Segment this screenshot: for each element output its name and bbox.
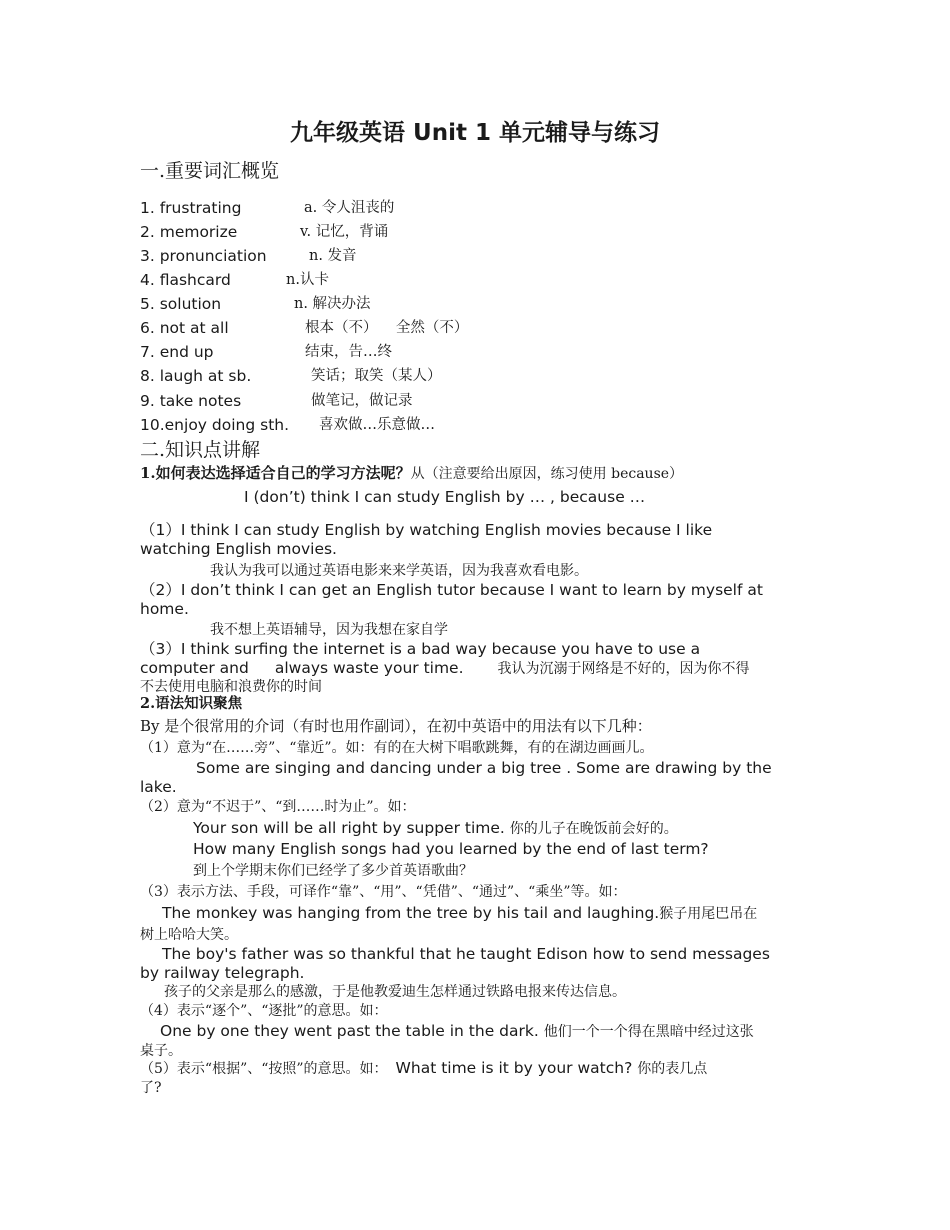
page-title: 九年级英语 Unit 1 单元辅导与练习 (290, 120, 660, 146)
example-2-en: （2）I don’t think I can get an English tutor because I want to learn by myself at (140, 581, 763, 599)
vocab-item (140, 316, 800, 340)
vocab-term: 4. flashcard (140, 271, 231, 289)
usage-3-example-1 (162, 903, 812, 924)
usage-1-en: Some are singing and dancing under a big tree . Some are drawing by the (196, 759, 772, 777)
vocab-item (140, 340, 800, 364)
usage-2-zh: （2）意为“不迟于”、“到……时为止”。如： (140, 799, 416, 815)
example-2-zh: 我不想上英语辅导，因为我想在家自学 (210, 622, 448, 638)
example-2-en-cont: home. (140, 600, 189, 618)
vocab-term: 2. memorize (140, 223, 238, 241)
usage-3-zh: （3）表示方法、手段，可译作“靠”、“用”、“凭借”、“通过”、“乘坐”等。如： (140, 884, 627, 900)
usage-3-en-2-cont: by railway telegraph. (140, 964, 305, 982)
usage-2-zh-2: 到上个学期末你们已经学了多少首英语歌曲？ (193, 863, 473, 879)
usage-5 (140, 1058, 810, 1079)
example-3-zh-cont: 不去使用电脑和浪费你的时间 (140, 679, 322, 695)
usage-2-en-2: How many English songs had you learned by the end of last term? (193, 840, 709, 858)
usage-3-en-1-zh: 猴子用尾巴吊在 (659, 906, 758, 922)
vocab-definition: a. 令人沮丧的 (304, 200, 395, 216)
usage-4-zh: （4）表示“逐个”、“逐批”的意思。如： (140, 1003, 388, 1019)
vocab-item (140, 196, 800, 220)
example-3-en-cont (140, 658, 810, 679)
example-1-zh: 我认为我可以通过英语电影来来学英语，因为我喜欢看电影。 (210, 563, 588, 579)
vocab-term: 1. frustrating (140, 199, 242, 217)
vocab-item (140, 220, 800, 244)
example-3-part-a: computer and (140, 659, 249, 677)
point-1-bold: 1.如何表达选择适合自己的学习方法呢？ (140, 464, 411, 482)
vocab-item (140, 268, 800, 292)
usage-4-en-zh-cont: 桌子。 (140, 1043, 182, 1059)
section-heading-knowledge-points: 二.知识点讲解 (140, 439, 261, 461)
vocab-term: 5. solution (140, 295, 222, 313)
vocab-term: 7. end up (140, 343, 214, 361)
point-1-note: 从（注意要给出原因，练习使用 because） (410, 466, 684, 482)
usage-5-zh: （5）表示“根据”、“按照”的意思。如： (140, 1061, 388, 1077)
usage-4-en-zh: 他们一个一个得在黑暗中经过这张 (543, 1024, 754, 1040)
point-2-heading: 2.语法知识聚焦 (140, 695, 243, 712)
vocab-item (140, 364, 800, 388)
vocab-item (140, 389, 800, 413)
usage-1-en-cont: lake. (140, 778, 177, 796)
example-3-zh: 我认为沉溺于网络是不好的，因为你不得 (497, 661, 750, 677)
usage-3-en-1: The monkey was hanging from the tree by his tail and laughing. (162, 904, 660, 922)
usage-2-example-1 (193, 818, 810, 839)
vocab-item (140, 244, 800, 268)
vocab-definition: 喜欢做…乐意做… (319, 417, 435, 433)
section-heading-vocabulary: 一.重要词汇概览 (140, 160, 280, 182)
vocab-term: 3. pronunciation (140, 247, 267, 265)
usage-3-en-2: The boy's father was so thankful that he taught Edison how to send messages (162, 945, 770, 963)
usage-4-en: One by one they went past the table in the dark. (160, 1022, 539, 1040)
vocab-item (140, 413, 800, 437)
vocab-definition: 做笔记，做记录 (311, 393, 413, 409)
usage-3-en-1-zh-cont: 树上哈哈大笑。 (140, 927, 238, 943)
usage-2-en-1: Your son will be all right by supper time. (193, 819, 505, 837)
vocab-definition: 根本（不） 全然（不） (305, 320, 469, 336)
example-1-en: （1）I think I can study English by watching English movies because I like (140, 521, 713, 539)
vocab-definition: n. 发音 (309, 248, 357, 264)
usage-3-en-2-zh: 孩子的父亲是那么的感激，于是他教爱迪生怎样通过铁路电报来传达信息。 (164, 984, 626, 1000)
point-1-heading (140, 463, 810, 484)
usage-5-en: What time is it by your watch? (395, 1059, 633, 1077)
usage-1-zh: （1）意为“在……旁”、“靠近”。如：有的在大树下唱歌跳舞，有的在湖边画画儿。 (140, 740, 654, 756)
vocab-term: 6. not at all (140, 319, 229, 337)
by-intro-text: By 是个很常用的介词（有时也用作副词），在初中英语中的用法有以下几种： (140, 717, 652, 735)
usage-4-example (160, 1021, 812, 1042)
vocab-definition: n. 解决办法 (294, 296, 371, 312)
example-1-en-cont: watching English movies. (140, 540, 337, 558)
vocab-definition: n.认卡 (286, 272, 329, 288)
vocab-term: 10.enjoy doing sth. (140, 416, 290, 434)
vocab-term: 9. take notes (140, 392, 242, 410)
vocab-item (140, 292, 800, 316)
vocab-definition: 结束，告…终 (305, 344, 392, 360)
vocab-term: 8. laugh at sb. (140, 367, 252, 385)
by-intro (140, 716, 810, 736)
vocab-definition: 笑话；取笑（某人） (311, 368, 442, 384)
vocab-definition: v. 记忆，背诵 (300, 224, 389, 240)
sentence-pattern: I (don’t) think I can study English by … , because … (244, 488, 646, 506)
usage-5-en-zh-cont: 了? (140, 1080, 162, 1096)
example-3-part-b: always waste your time. (274, 659, 464, 677)
usage-2-en-1-zh: 你的儿子在晚饭前会好的。 (509, 821, 678, 837)
usage-5-en-zh: 你的表几点 (637, 1061, 708, 1077)
example-3-en: （3）I think surfing the internet is a bad way because you have to use a (140, 640, 701, 658)
